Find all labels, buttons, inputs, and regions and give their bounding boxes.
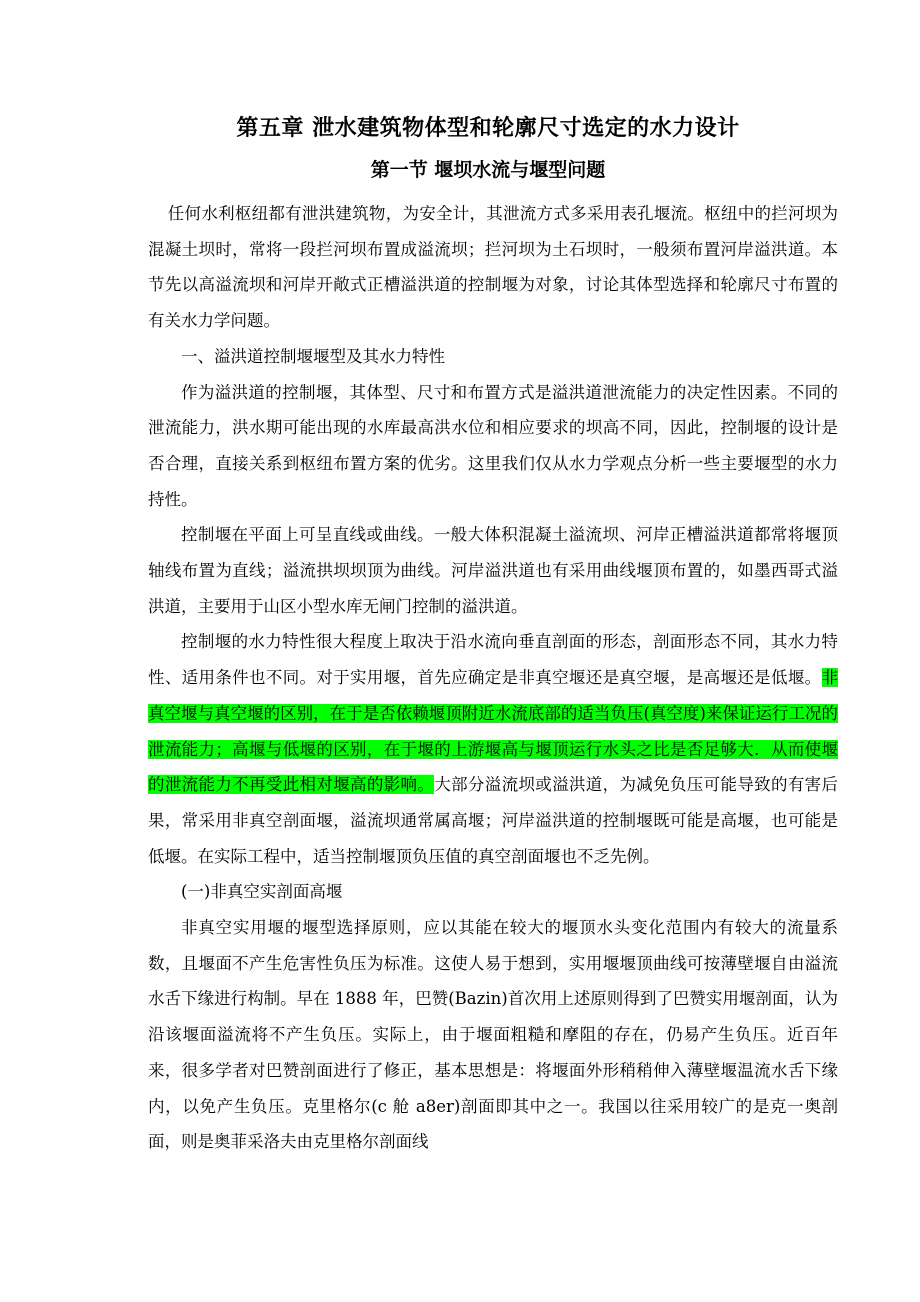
chapter-title: 第五章 泄水建筑物体型和轮廓尺寸选定的水力设计 (236, 115, 740, 141)
paragraph-hydraulic-characteristics (148, 624, 838, 874)
paragraph-weir-profile-history: 非真空实用堰的堰型选择原则，应以其能在较大的堰顶水头变化范围内有较大的流量系数，且堰面不产生危害性负压为标准。这使人易于想到，实用堰堰顶曲线可按薄壁堰自由溢流水舌下缘进行构制。早在 1888 年，巴赞(Bazin)首次用上述原则得到了巴赞实用堰剖面，认为沿该堰面溢流将不产生负压。实际上，由于堰面粗糙和摩阻的存在，仍易产生负压。近百年来，很多学者对巴赞剖面进行了修正，基本思想是：将堰面外形稍稍伸入薄壁堰温流水舌下缘内，以免产生负压。克里格尔(c 舱 a8er)剖面即其中之一。我国以往采用较广的是克一奥剖面，则是奥菲采洛夫由克里格尔剖面线 (148, 918, 838, 1152)
subheading-control-weir: 一、溢洪道控制堰堰型及其水力特性 (181, 346, 445, 366)
section-title: 第一节 堰坝水流与堰型问题 (370, 159, 606, 181)
paragraph-intro: 任何水利枢纽都有泄洪建筑物，为安全计，其泄流方式多采用表孔堰流。枢纽中的拦河坝为混凝土坝时，常将一段拦河坝布置成溢流坝；拦河坝为土石坝时，一般须布置河岸溢洪道。本节先以高溢流坝和河岸开敞式正槽溢洪道的控制堰为对象，讨论其体型选择和轮廓尺寸布置的有关水力学问题。 (148, 204, 838, 331)
paragraph-text-before-highlight: 控制堰的水力特性很大程度上取决于沿水流向垂直剖面的形态，剖面形态不同，其水力特性、适用条件也不同。对于实用堰，首先应确定是非真空堰还是真空堰，是高堰还是低堰。 (148, 632, 838, 688)
paragraph-control-weir-role: 作为溢洪道的控制堰，其体型、尺寸和布置方式是溢洪道泄流能力的决定性因素。不同的泄流能力，洪水期可能出现的水库最高洪水位和相应要求的坝高不同，因此，控制堰的设计是否合理，直接关系到枢纽布置方案的优劣。这里我们仅从水力学观点分析一些主要堰型的水力持性。 (148, 382, 838, 509)
paragraph-weir-plan-layout: 控制堰在平面上可呈直线或曲线。一般大体积混凝土溢流坝、河岸正槽溢洪道都常将堰顶轴线布置为直线；溢流拱坝坝顶为曲线。河岸溢洪道也有采用曲线堰顶布置的，如墨西哥式溢洪道，主要用于山区小型水库无闸门控制的溢洪道。 (148, 525, 838, 616)
paragraph-text-after-highlight: 大部分溢流坝或溢洪道，为减免负压可能导致的有害后果，常采用非真空剖面堰，溢流坝通常属高堰；河岸溢洪道的控制堰既可能是高堰，也可能是低堰。在实际工程中，适当控制堰顶负压值的真空剖面堰也不乏先例。 (148, 775, 839, 866)
body-text (148, 196, 838, 1160)
highlighted-text: 非真空堰与真空堰的区别，在于是否依赖堰顶附近水流底部的适当负压(真空度)来保证运行工况的泄流能力；高堰与低堰的区别，在于堰的上游堰高与堰顶运行水头之比是否足够大．从而使堰的泄流能力不再受此相对堰高的影响。 (148, 668, 838, 795)
subheading-non-vacuum-weir: (一)非真空实剖面高堰 (181, 882, 343, 902)
